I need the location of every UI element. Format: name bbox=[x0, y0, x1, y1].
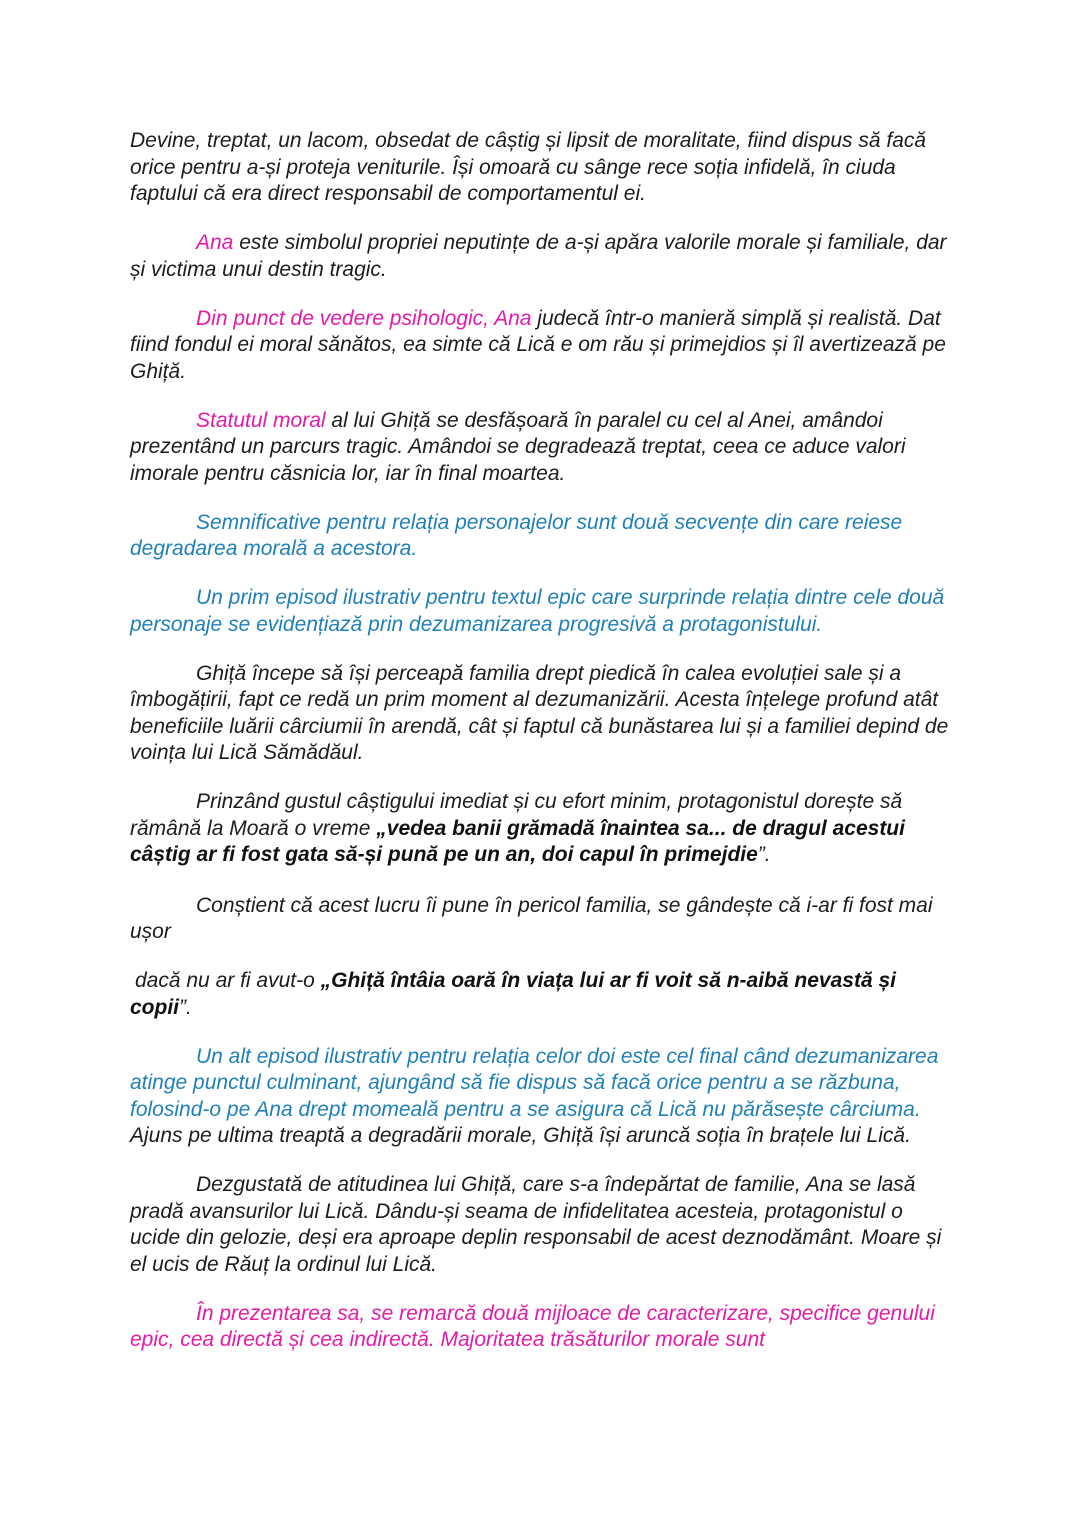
highlight-text: Ana bbox=[196, 231, 234, 254]
paragraph-5 bbox=[130, 510, 956, 563]
paragraph-2 bbox=[130, 230, 956, 283]
paragraph-text: Dezgustată de atitudinea lui Ghiță, care s-a îndepărtat de familie, Ana se lasă pradă avansurilor lui Lică. Dându-și seama de infidelitatea acesteia, protagonistul o ucide din gelozie, deși era aproape deplin responsabil de acest deznodământ. Moare și el ucis de Răuț la ordinul lui Lică. bbox=[130, 1173, 942, 1276]
paragraph-7 bbox=[130, 661, 956, 767]
paragraph-text: Ajuns pe ultima treaptă a degradării morale, Ghiță își aruncă soția în brațele lui Lică. bbox=[130, 1124, 911, 1147]
paragraph-8 bbox=[130, 789, 956, 869]
quote-text: „vedea banii grămadă înaintea sa... de dragul acestui câștig ar fi fost gata să-și pună pe un an, doi capul în primejdie bbox=[130, 816, 905, 866]
paragraph-3 bbox=[130, 306, 956, 386]
paragraph-text: Un prim episod ilustrativ pentru textul epic care surprinde relația dintre cele două personaje se evidențiază prin dezumanizarea progresivă a protagonistului. bbox=[130, 586, 945, 636]
highlight-text: Statutul moral bbox=[196, 408, 326, 432]
quote-end: ”. bbox=[179, 995, 192, 1019]
paragraph-11 bbox=[130, 1044, 956, 1150]
highlight-text: Din punct de vedere psihologic, Ana bbox=[196, 306, 532, 330]
paragraph-9 bbox=[130, 893, 956, 946]
paragraph-text: În prezentarea sa, se remarcă două mijloace de caracterizare, specifice genului epic, cea directă și cea indirectă. Majoritatea trăsăturilor morale sunt bbox=[130, 1301, 935, 1351]
paragraph-text: Semnificative pentru relația personajelor sunt două secvențe din care reiese degradarea morală a acestora. bbox=[130, 510, 903, 560]
paragraph-12 bbox=[130, 1172, 956, 1278]
paragraph-text: este simbolul propriei neputințe de a-și apăra valorile morale și familiale, dar și victima unui destin tragic. bbox=[130, 231, 947, 281]
paragraph-text: Prinzând gustul câștigului imediat și cu efort minim, protagonistul dorește să rămână la Moară o vreme bbox=[130, 790, 903, 840]
paragraph-1 bbox=[130, 128, 956, 208]
paragraph-text: Ghiță începe să își perceapă familia drept piedică în calea evoluției sale și a îmbogățirii, fapt ce redă un prim moment al dezumanizării. Acesta înțelege profund atât beneficiile luării cârciumii în arendă, cât și faptul că bunăstarea lui și a familiei depind de voința lui Lică Sămădăul. bbox=[130, 661, 949, 764]
quote-end: ”. bbox=[757, 843, 771, 866]
paragraph-text: al lui Ghiță se desfășoară în paralel cu cel al Anei, amândoi prezentând un parcurs tragic. Amândoi se degradează treptat, ceea ce aduce valori imorale pentru căsnicia lor, iar în final moartea. bbox=[130, 408, 906, 485]
document-page bbox=[130, 128, 956, 1376]
paragraph-text: judecă într-o manieră simplă și realistă. Dat fiind fondul ei moral sănătos, ea simte că Lică e om rău și primejdios și îl avertizează pe Ghiță. bbox=[130, 306, 946, 383]
quote-text: „Ghiță întâia oară în viața lui ar fi voit să n-aibă nevastă și copii bbox=[130, 969, 896, 1019]
paragraph-text: Devine, treptat, un lacom, obsedat de câștig și lipsit de moralitate, fiind dispus să facă orice pentru a-și proteja veniturile. Își omoară cu sânge rece soția infidelă, în ciuda faptului că era direct responsabil de comportamentul ei. bbox=[130, 129, 927, 205]
paragraph-10 bbox=[130, 968, 956, 1021]
paragraph-text: dacă nu ar fi avut-o bbox=[135, 969, 321, 992]
highlight-text: Un alt episod ilustrativ pentru relația celor doi este cel final când dezumanizarea atinge punctul culminant, ajungând să fie dispus să facă orice pentru a se răzbuna, folosind-o pe Ana drept momeală pentru a se asigura că Lică nu părăsește cârciuma. bbox=[130, 1044, 939, 1121]
paragraph-4 bbox=[130, 408, 956, 488]
paragraph-6 bbox=[130, 585, 956, 638]
paragraph-13 bbox=[130, 1301, 956, 1354]
paragraph-text: Conștient că acest lucru îi pune în pericol familia, se gândește că i-ar fi fost mai ușor bbox=[130, 893, 933, 943]
